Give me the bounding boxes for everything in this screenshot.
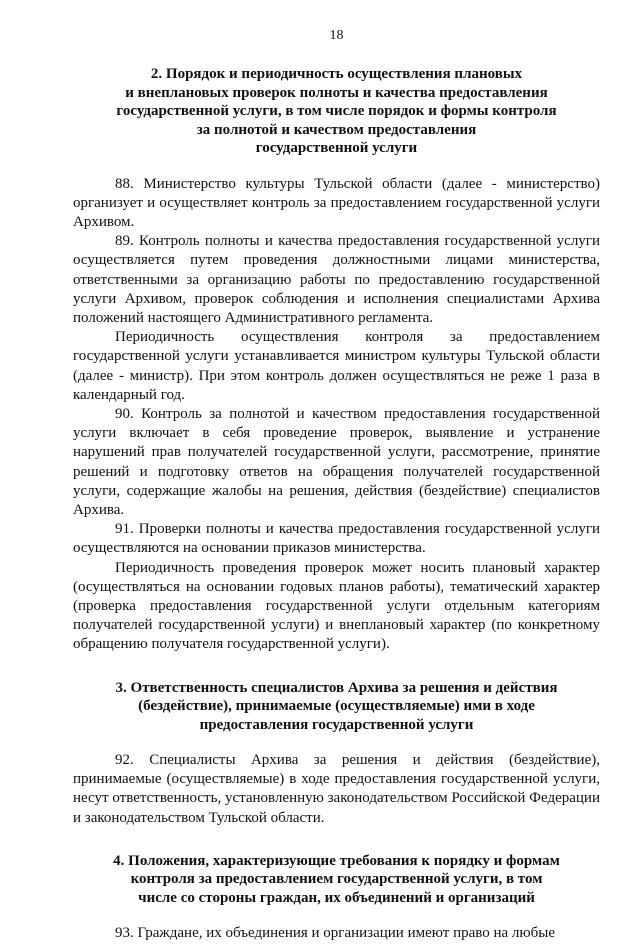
paragraph-89: 89. Контроль полноты и качества предоставления государственной услуги осуществляется путем проведения должностными лицами министерства, ответственными за организацию работы по предоставлению государственной услуги Архивом, проверок соблюдения и исполнения специалистами Архива положений настоящего Административного регламента. [73,233,600,326]
heading-line: 4. Положения, характеризующие требования к порядку и формам [113,852,560,869]
paragraph-88: 88. Министерство культуры Тульской области (далее - министерство) организует и осуществляет контроль за предоставлением государственной услуги Архивом. [73,175,600,230]
heading-line: числе со стороны граждан, их объединений и организаций [138,889,535,906]
section-2 [73,65,600,655]
section-4 [73,852,600,944]
heading-line: государственной услуги [255,140,418,156]
heading-line: (бездействие), принимаемые (осуществляемые) ими в ходе [138,698,535,715]
heading-line: и внеплановых проверок полноты и качества предоставления [125,84,548,101]
paragraph-90: 90. Контроль за полнотой и качеством предоставления государственной услуги включает в себя проведение проверок, выявление и устранение нарушений прав получателей государственной услуги, рассмотрение, принятие решений и подготовку ответов на обращения получателей государственной услуги, содержащие жалобы на решения, действия (бездействие) специалистов Архива. [73,405,600,518]
section-heading [73,852,600,908]
section-heading [73,65,600,158]
heading-line: контроля за предоставлением государственной услуги, в том [130,871,543,888]
paragraph-92: 92. Специалисты Архива за решения и действия (бездействие), принимаемые (осуществляемые) в ходе предоставления государственной услуги, несут ответственность, установленную законодательством Российской Федерации и законодательством Тульской области. [73,752,600,826]
heading-line: государственной услуги, в том числе порядок и формы контроля [116,103,557,119]
paragraph-93: 93. Граждане, их объединения и организации имеют право на любые [115,925,555,942]
heading-line: 3. Ответственность специалистов Архива за решения и действия [115,679,558,696]
page-number: 18 [329,28,344,43]
paragraph-91-periodicity: Периодичность проведения проверок может носить плановый характер (осуществляться на основании годовых планов работы), тематический характер (проверка предоставления государственной услуги отдельным категориям получателей государственной услуги) и внеплановый характер (по конкретному обращению получателя государственной услуги). [73,559,600,653]
heading-line: 2. Порядок и периодичность осуществления плановых [150,66,523,82]
paragraph-91: 91. Проверки полноты и качества предоставления государственной услуги осуществляются на основании приказов министерства. [73,521,600,557]
section-3 [73,679,600,828]
heading-line: за полнотой и качеством предоставления [196,121,477,138]
paragraph-89-periodicity: Периодичность осуществления контроля за предоставлением государственной услуги устанавливается министром культуры Тульской области (далее - министр). При этом контроль должен осуществляться не реже 1 раза в календарный год. [73,329,600,403]
section-heading [73,679,600,735]
heading-line: предоставления государственной услуги [199,716,474,733]
